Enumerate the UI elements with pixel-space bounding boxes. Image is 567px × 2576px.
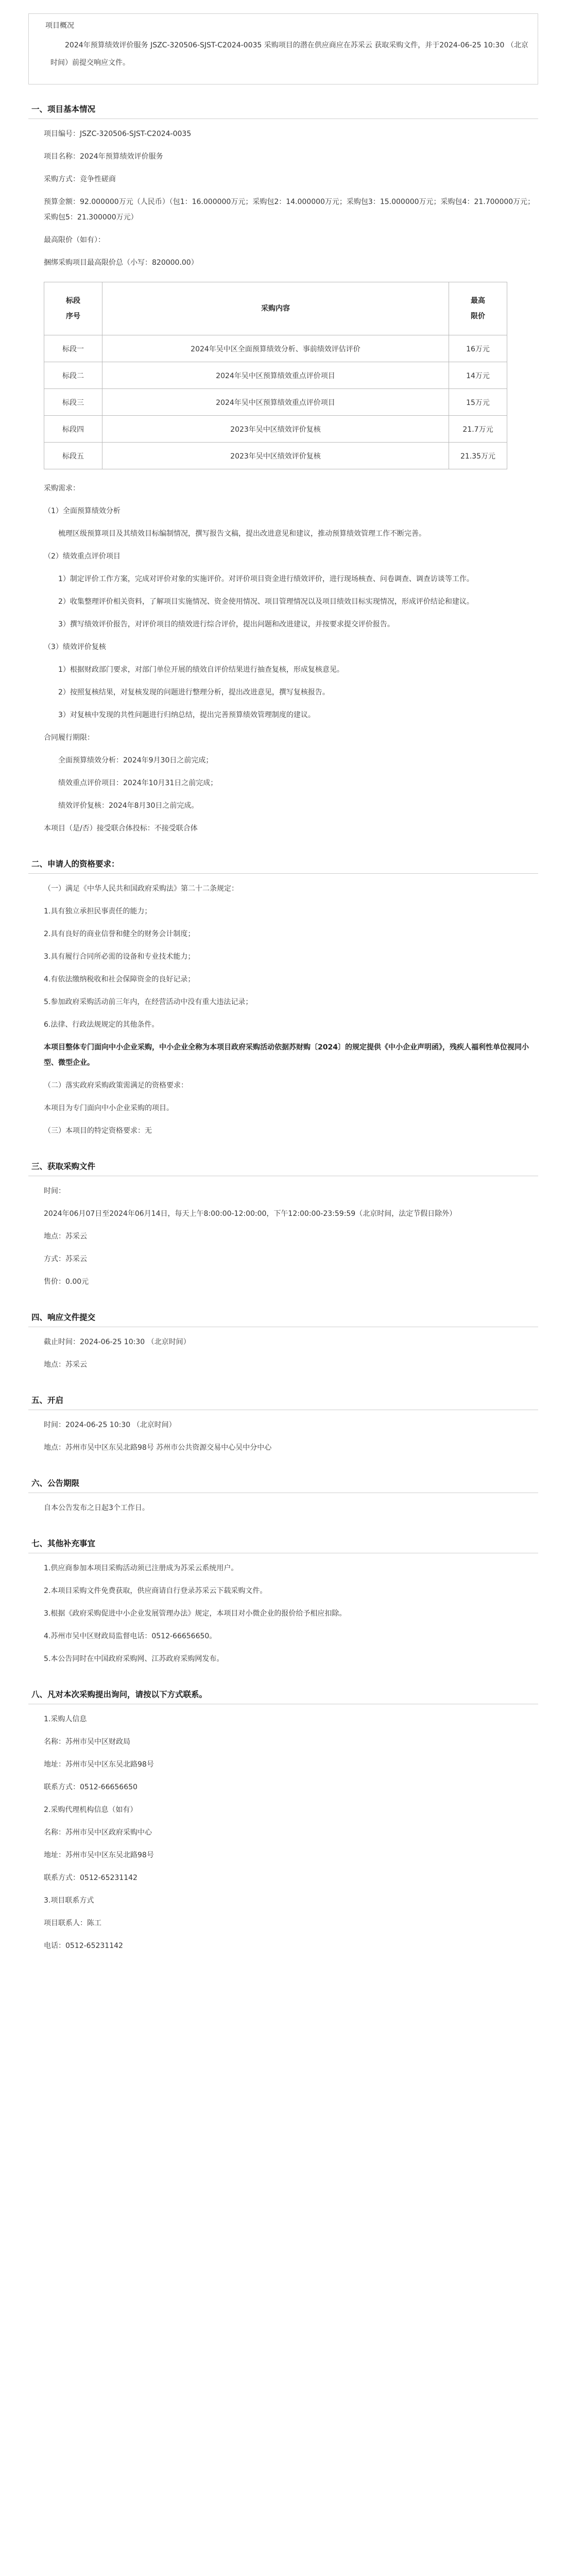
section-title: 八、凡对本次采购提出询问，请按以下方式联系。 [28,1688,538,1704]
table-row [44,335,507,362]
requirement-text: 2）收集整理评价相关资料，了解项目实施情况、资金使用情况、项目管理情况以及项目绩效目标实现情况，形成评价结论和建议。 [58,598,474,606]
content-cell: 2024年吴中区预算绩效重点评价项目 [102,362,449,389]
section-supplementary [28,1537,538,1688]
contact-line: 3.项目联系方式 [44,1896,94,1905]
qualification-line: 6.法律、行政法规规定的其他条件。 [44,1021,159,1029]
price-cell: 15万元 [449,389,507,416]
table-row [44,416,507,443]
requirement-text: 3）对复核中发现的共性问题进行归纳总结，提出完善预算绩效管理制度的建议。 [58,711,315,719]
contact-line: 电话：0512-65231142 [44,1942,123,1950]
opening-location: 地点：苏州市吴中区东吴北路98号 苏州市公共资源交易中心吴中分中心 [44,1444,272,1452]
submission-deadline: 截止时间：2024-06-25 10:30 （北京时间） [44,1338,191,1346]
supplementary-line: 2.本项目采购文件免费获取，供应商请自行登录苏采云下载采购文件。 [44,1587,267,1595]
document-price: 售价：0.00元 [44,1278,89,1286]
section-submission [28,1311,538,1394]
contract-term: 绩效重点评价项目：2024年10月31日之前完成； [58,779,218,787]
header-lot: 标段 序号 [44,282,102,335]
section-announcement-period [28,1477,538,1537]
contract-term: 绩效评价复核：2024年8月30日之前完成。 [58,802,199,810]
section-title: 二、申请人的资格要求： [28,858,538,874]
contact-line: 联系方式：0512-66656650 [44,1783,138,1791]
section-title: 一、项目基本情况 [28,103,538,119]
announcement-period: 自本公告发布之日起3个工作日。 [44,1504,149,1512]
contact-line: 1.采购人信息 [44,1715,87,1723]
opening-time: 时间：2024-06-25 10:30 （北京时间） [44,1421,176,1429]
section-contacts [28,1688,538,1954]
section-title: 五、开启 [28,1394,538,1410]
qualification-line: 4.有依法缴纳税收和社会保障资金的良好记录； [44,975,195,984]
contact-line: 项目联系人：陈工 [44,1919,101,1927]
lot-cell: 标段二 [44,362,102,389]
section-title: 三、获取采购文件 [28,1160,538,1176]
budget-amount: 预算金额：92.000000万元（人民币）（包1：16.000000万元；采购包2：14.000000万元；采购包3：15.000000万元；采购包4：21.700000万元；采购包5：21.300000万元） [44,198,535,222]
section-title: 四、响应文件提交 [28,1311,538,1327]
contact-line: 2.采购代理机构信息（如有） [44,1806,138,1814]
max-price-label: 最高限价（如有）： [44,236,105,244]
qualification-line: 3.具有履行合同所必需的设备和专业技术能力； [44,953,195,961]
lot-cell: 标段四 [44,416,102,443]
requirement-subheading: （1）全面预算绩效分析 [44,507,121,515]
obtain-location: 地点：苏采云 [44,1232,87,1241]
price-cell: 21.7万元 [449,416,507,443]
supplementary-line: 3.根据《政府采购促进中小企业发展管理办法》规定，本项目对小微企业的报价给予相应扣除。 [44,1609,347,1618]
requirement-subheading: （3）绩效评价复核 [44,643,106,651]
lot-price-table [44,282,507,469]
section-project-info [28,103,538,858]
summary-text: 2024年预算绩效评价服务 JSZC-320506-SJST-C2024-0035 采购项目的潜在供应商应在苏采云 获取采购文件，并于2024-06-25 10:30 （北京时间）前提交响应文件。 [50,41,528,67]
project-summary-box [28,13,538,84]
lot-cell: 标段三 [44,389,102,416]
qualification-line: （二）落实政府采购政策需满足的资格要求： [44,1081,188,1090]
announcement-page [28,13,538,1961]
summary-label: 项目概况 [45,22,74,30]
table-row [44,362,507,389]
requirement-heading: 采购需求： [44,484,80,493]
requirement-subheading: （2）绩效重点评价项目 [44,552,121,561]
price-cell: 14万元 [449,362,507,389]
price-cell: 21.35万元 [449,443,507,469]
contact-line: 联系方式：0512-65231142 [44,1874,138,1882]
content-cell: 2023年吴中区绩效评价复核 [102,416,449,443]
obtain-time: 2024年06月07日至2024年06月14日，每天上午8:00:00-12:00:00，下午12:00:00-23:59:59（北京时间，法定节假日除外） [44,1210,457,1218]
section-opening [28,1394,538,1477]
section-title: 七、其他补充事宜 [28,1537,538,1553]
requirement-text: 2）按照复核结果，对复核发现的问题进行整理分析，提出改进意见，撰写复核报告。 [58,688,330,697]
sme-policy-note: 本项目整体专门面向中小企业采购，中小企业全称为本项目政府采购活动依据苏财购〔2024〕的规定提供《中小企业声明函》，残疾人福利性单位视同小型、微型企业。 [44,1043,529,1067]
qualification-line: 1.具有独立承担民事责任的能力； [44,907,152,916]
section-qualifications [28,858,538,1160]
section-title: 六、公告期限 [28,1477,538,1493]
table-row [44,389,507,416]
contract-term-heading: 合同履行期限： [44,734,94,742]
contact-line: 地址：苏州市吴中区东吴北路98号 [44,1760,154,1769]
supplementary-line: 1.供应商参加本项目采购活动须已注册成为苏采云系统用户。 [44,1564,238,1572]
contact-line: 名称：苏州市吴中区政府采购中心 [44,1828,152,1837]
submission-location: 地点：苏采云 [44,1361,87,1369]
qualification-line: 5.参加政府采购活动前三年内，在经营活动中没有重大违法记录； [44,998,253,1006]
requirement-text: 1）根据财政部门要求，对部门单位开展的绩效自评价结果进行抽查复核，形成复核意见。 [58,666,344,674]
supplementary-line: 5.本公告同时在中国政府采购网、江苏政府采购网发布。 [44,1655,224,1663]
supplementary-line: 4.苏州市吴中区财政局监督电话：0512-66656650。 [44,1632,217,1640]
lot-cell: 标段一 [44,335,102,362]
qualification-line: （一）满足《中华人民共和国政府采购法》第二十二条规定： [44,885,238,893]
qualification-line: 本项目为专门面向中小企业采购的项目。 [44,1104,174,1112]
project-name: 项目名称：2024年预算绩效评价服务 [44,152,163,161]
requirement-text: 1）制定评价工作方案，完成对评价对象的实施评价。对评价项目资金进行绩效评价，进行现场核查、问卷调查、调查访谈等工作。 [58,575,474,583]
qualification-line: 2.具有良好的商业信誉和健全的财务会计制度； [44,930,195,938]
obtain-time-label: 时间： [44,1187,65,1195]
lot-cell: 标段五 [44,443,102,469]
procurement-method: 采购方式：竞争性磋商 [44,175,116,183]
price-cell: 16万元 [449,335,507,362]
header-content: 采购内容 [102,282,449,335]
content-cell: 2024年吴中区全面预算绩效分析、事前绩效评估评价 [102,335,449,362]
table-header-row [44,282,507,335]
project-number: 项目编号：JSZC-320506-SJST-C2024-0035 [44,130,192,138]
content-cell: 2023年吴中区绩效评价复核 [102,443,449,469]
contract-term: 全面预算绩效分析：2024年9月30日之前完成； [58,756,213,765]
table-row [44,443,507,469]
bundled-max-price: 捆绑采购项目最高限价总（小写：820000.00） [44,259,198,267]
content-cell: 2024年吴中区预算绩效重点评价项目 [102,389,449,416]
header-max-price: 最高 限价 [449,282,507,335]
section-obtain-documents [28,1160,538,1311]
qualification-line: （三）本项目的特定资格要求：无 [44,1127,152,1135]
contact-line: 地址：苏州市吴中区东吴北路98号 [44,1851,154,1859]
requirement-text: 梳理区级预算项目及其绩效目标编制情况，撰写报告文稿，提出改进意见和建议，推动预算绩效管理工作不断完善。 [58,530,426,538]
contact-line: 名称：苏州市吴中区财政局 [44,1738,130,1746]
obtain-method: 方式：苏采云 [44,1255,87,1263]
requirements-block [28,481,538,858]
requirement-text: 3）撰写绩效评价报告，对评价项目的绩效进行综合评价，提出问题和改进建议，并按要求提交评价报告。 [58,620,394,629]
consortium-note: 本项目（是/否）接受联合体投标：不接受联合体 [44,824,198,833]
